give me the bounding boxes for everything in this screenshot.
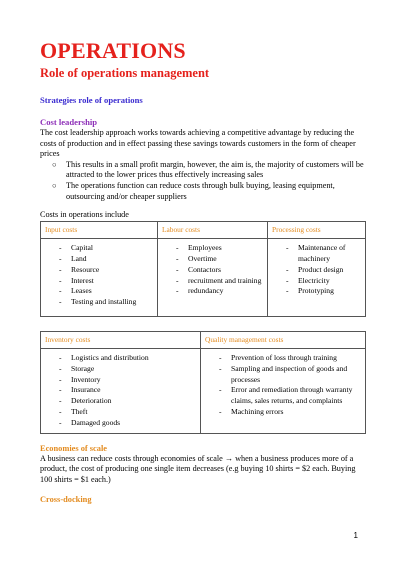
- table-header-input-costs: Input costs: [41, 222, 158, 239]
- document-page: [40, 38, 365, 504]
- inventory-costs-cell: [41, 348, 201, 433]
- table-header-quality-costs: Quality management costs: [201, 331, 366, 348]
- page-subtitle: Role of operations management: [40, 66, 210, 80]
- list-item: - Capital: [59, 243, 93, 253]
- list-item: - Deterioration: [59, 396, 112, 406]
- list-item: - Prevention of loss through training: [219, 352, 337, 362]
- costs-table-1: [40, 221, 366, 317]
- circle-bullet-icon: ○: [52, 180, 57, 190]
- processing-costs-cell: [268, 239, 366, 317]
- list-item: - Resource: [59, 264, 100, 274]
- table-header-processing-costs: Processing costs: [268, 222, 366, 239]
- cost-leadership-paragraph: The cost leadership approach works towards achieving a competitive advantage by reducing the costs of production and in effect passing these savings towards customers in the form of cheaper prices: [40, 128, 356, 159]
- costs-intro: Costs in operations include: [40, 210, 129, 220]
- strategies-heading: Strategies role of operations: [40, 95, 143, 105]
- list-item: - Sampling and inspection of goods and processes: [219, 363, 348, 384]
- list-item: - Logistics and distribution: [59, 352, 149, 362]
- list-item: ○ This results in a small profit margin, however, the aim is, the majority of customers will be attracted to the lower prices thus effectively increasing sales: [52, 159, 364, 180]
- list-item: - Interest: [59, 275, 94, 285]
- list-item: - Storage: [59, 363, 95, 373]
- list-item: - Damaged goods: [59, 417, 121, 427]
- list-item: - Maintenance of machinery: [286, 243, 346, 263]
- list-item: - Overtime: [176, 253, 217, 263]
- list-item: - Employees: [176, 243, 222, 253]
- cost-leadership-bullets: [40, 160, 365, 202]
- list-item: - Inventory: [59, 374, 101, 384]
- economies-heading: Economies of scale: [40, 443, 107, 453]
- list-item: ○ The operations function can reduce costs through bulk buying, leasing equipment, outsourcing and/or cheaper suppliers: [52, 180, 335, 201]
- list-item: - Testing and installing: [59, 297, 137, 307]
- list-item: - Insurance: [59, 385, 101, 395]
- economies-paragraph: A business can reduce costs through economies of scale → when a business produces more of a product, the cost of producing one single item decreases (e.g buying 10 shirts = $2 each. Buying 100 shirts = $1 each.): [40, 453, 356, 484]
- page-title: OPERATIONS: [40, 38, 186, 63]
- circle-bullet-icon: ○: [52, 159, 57, 169]
- list-item: - Machining errors: [219, 406, 284, 416]
- costs-table-2: [40, 331, 366, 434]
- list-item: - recruitment and training: [176, 275, 262, 285]
- cost-leadership-heading: Cost leadership: [40, 117, 98, 127]
- quality-costs-cell: [201, 348, 366, 433]
- list-item: - Product design: [286, 264, 344, 274]
- table-header-inventory-costs: Inventory costs: [41, 331, 201, 348]
- list-item: - Error and remediation through warranty claims, sales returns, and complaints: [219, 385, 353, 406]
- input-costs-cell: [41, 239, 158, 317]
- list-item: - Leases: [59, 286, 92, 296]
- list-item: - Prototyping: [286, 286, 334, 296]
- list-item: - Electricity: [286, 275, 330, 285]
- page-number: 1: [353, 531, 358, 540]
- list-item: - redundancy: [176, 286, 224, 296]
- list-item: - Land: [59, 253, 87, 263]
- list-item: - Contactors: [176, 264, 221, 274]
- cross-docking-heading: Cross-docking: [40, 495, 92, 505]
- labour-costs-cell: [158, 239, 268, 317]
- list-item: - Theft: [59, 406, 88, 416]
- table-header-labour-costs: Labour costs: [158, 222, 268, 239]
